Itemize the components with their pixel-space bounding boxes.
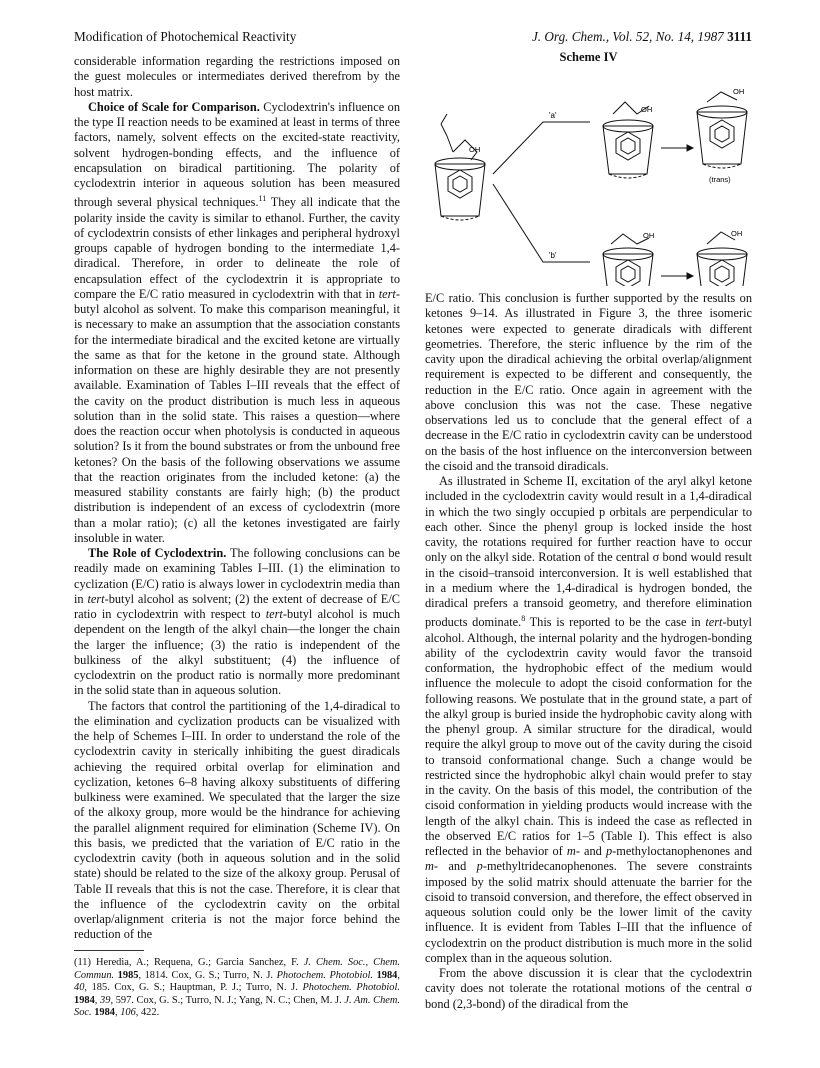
running-title: Modification of Photochemical Reactivity [74, 29, 297, 44]
footnote: (11) Heredia, A.; Requena, G.; Garcia Sanchez, F. J. Chem. Soc., Chem. Commun. 1985, 1814. Cox, G. S.; Turro, N. J. Photochem. Photobiol. 1984, 40, 185. Cox, G. S.; Hauptman, P. J.; Turro, N. J. Photochem. Photobiol. 1984, 39, 597. Cox, G. S.; Turro, N. J.; Yang, N. C.; Chen, M. J. J. Am. Chem. Soc. 1984, 106, 422. [74, 957, 400, 1019]
hydroxyl-label: OH [643, 231, 655, 240]
right-column [425, 291, 752, 1012]
cyclodextrin-cis-product [697, 232, 747, 286]
journal-citation [532, 28, 752, 46]
reference-marker: 8 [521, 614, 526, 624]
path-a-label: 'a' [549, 111, 557, 120]
scheme-title: Scheme IV [559, 50, 618, 64]
hydroxyl-label: OH [733, 87, 745, 96]
hydroxyl-label: OH [641, 105, 653, 114]
hydroxyl-label: OH [469, 145, 481, 154]
section-heading: The Role of Cyclodextrin. [88, 546, 227, 561]
cyclodextrin-trans-product [697, 92, 747, 168]
paragraph: From the above discussion it is clear that the cyclodextrin cavity does not tolerate the rotational motions of the central σ bond (2,3-bond) of the diradical from the [425, 966, 752, 1011]
paragraph: Choice of Scale for Comparison. Cyclodextrin's influence on the type II reaction needs to be examined at least in terms of three factors, namely, solvent effects on the excited-state reactivity, solvent hydrogen-bonding effects, and the influence of encapsulation on biradical partitioning. The polarity of cyclodextrin interior in aqueous solution has been measured through several physical techniques.$^{11}$ They all indicate that the polarity inside the cavity is similar to ethanol. Further, the cavity of cyclodextrin consists of ether linkages and peripheral hydroxyl groups capable of hydrogen bonding to the intermediate 1,4-diradical. Therefore, in order to delineate the role of encapsulation effect of the cyclodextrin it is appropriate to compare the E/C ratio measured in cyclodextrin with that in tert-butyl alcohol as solvent. To make this comparison meaningful, it is necessary to make an assumption that the association constants for the intermediate biradical and the excited ketone are virtually the same as that for the ketone in the ground state. Although information on these are highly desirable they are not presently available. Examination of Tables I–III reveals that the effect of the cavity on the product distribution is much less in aqueous solution than in the solid state. This raises a question—where does the reaction occur when photolysis is conducted in aqueous solution? Is it from the bound substrates or from the unbound free ketones? On the basis of the following observations we assume that the reaction originates from the included ketone: (a) the measured stability constants are fairly high; (b) the product distribution is independent of an excess of cyclodextrin (more than a molar ratio); (c) all the ketones investigated are fairly insoluble in water. [74, 99, 401, 545]
running-header [74, 28, 752, 46]
paragraph: The Role of Cyclodextrin. The following conclusions can be readily made on examining Tables I–III. (1) the elimination to cyclization (E/C) ratio is always lower in cyclodextrin media than in tert-butyl alcohol as solvent; (2) the extent of decrease of E/C ratio in cyclodextrin with respect to tert-butyl alcohol is much dependent on the length of the alkyl chain—the longer the chain the larger the influence; (3) the ratio is independent of the bulkiness of the alkyl substituent; (4) the influence of cyclodextrin on the product ratio is normally more predominant in the solid state than in aqueous solution. [74, 546, 401, 698]
paragraph: The factors that control the partitioning of the 1,4-diradical to the elimination and cyclization products can be visualized with the help of Schemes I–III. In order to understand the role of the cyclodextrin cavity in sterically inhibiting the guest diradicals achieving the required orbital overlap for elimination and cyclization, ketones 6–8 having alkoxy substituents of differing bulkiness were examined. We speculated that the larger the size of the alkoxy group, more would be the hindrance for achieving the parallel alignment required for elimination (Scheme IV). On this basis, we predicted that the variation of E/C ratio in the cyclodextrin cavity (both in aqueous solution and in the solid state) should be related to the size of the alkoxy group. Perusal of Table II reveals that this is not the case. Therefore, it is clear that the influence of the cyclodextrin cavity on the orbital overlap/alignment criteria is not the major force behind the reduction of the [74, 698, 400, 942]
paragraph: considerable information regarding the restrictions imposed on the guest molecules or intermediates derived therefrom by the host matrix. [74, 54, 400, 99]
trans-label: (trans) [709, 175, 731, 184]
path-a-arrow-line [493, 122, 590, 174]
section-heading: Choice of Scale for Comparison. [88, 99, 260, 114]
journal-name: J. Org. Chem., Vol. 52, No. 14, 1987 [531, 29, 724, 44]
cyclodextrin-cis-intermediate [603, 234, 653, 286]
footnote-rule [74, 950, 144, 951]
path-b-label: 'b' [549, 251, 557, 260]
reference-marker: 11 [258, 194, 267, 204]
host-cyclodextrin-left [435, 114, 485, 220]
scheme-figure [425, 50, 752, 286]
paragraph: As illustrated in Scheme II, excitation of the aryl alkyl ketone included in the cyclodextrin cavity would result in a 1,4-diradical in which the two singly occupied p orbitals are perpendicular to each other. Since the phenyl group is locked inside the host cavity, the rotations required for further reaction have to occur only on the alkyl side. Rotation of the central σ bond would result in the cisoid–transoid interconversion. It is well established that in a medium where the 1,4-diradical is hydrogen bonded, the diradical prefers a transoid geometry, and therefore elimination products dominate.$^8$ This is reported to be the case in tert-butyl alcohol. Although, the internal polarity and the hydrogen-bonding ability of the cyclodextrin cavity would favor the transoid conformation, the hydrophobic effect of the medium would influence the molecule to adopt the cisoid conformation for the following reasons. We postulate that in the ground state, a part of the alkyl group is buried inside the hydrophobic cavity along with the phenyl group. A similar structure for the diradical, would require the alkyl group to move out of the cavity during the cisoid to transoid conformational change. Such a change would be restricted since the hydrophobic alkyl chain would prefer to stay in the cavity. On the basis of this model, the contribution of the cisoid conformation in yielding products would increase with the length of the alkyl chain. This is indeed the case as reflected in the observed E/C ratios for 1–5 (Table I). This effect is also reflected in the behavior of m- and p-methyloctanophenones and m- and p-methyltridecanophenones. The severe constraints imposed by the solid matrix should attenuate the barrier for the cisoid to transoid conversion, and therefore, the effect observed in aqueous solution could only be the lower limit of the cavity influence. It is evident from Tables I–III that the influence of cyclodextrin on the product distribution is much more in the solid complex than in the aqueous solution. [425, 474, 753, 965]
scheme-diagram [425, 66, 752, 286]
footnote-number: (11) [74, 957, 91, 968]
paragraph: E/C ratio. This conclusion is further supported by the results on ketones 9–14. As illustrated in Figure 3, the three isomeric ketones were expected to generate diradicals with different geometries. Therefore, the steric influence by the rim of the cavity upon the diradical achieving the orbital overlap/alignment requirement is expected to be different and consequently, the reduction in the E/C ratio. Once again in agreement with the above conclusion this was not the case. These negative observations led us to conclude that the general effect of a decrease in the E/C ratio in cyclodextrin cavity can be understood on the basis of the host influence on the interconversion between the cisoid and the transoid diradicals. [425, 291, 752, 473]
page-number: 3111 [727, 29, 752, 44]
path-b-arrow-line [493, 184, 590, 262]
hydroxyl-label: OH [731, 229, 743, 238]
left-column [74, 54, 400, 943]
